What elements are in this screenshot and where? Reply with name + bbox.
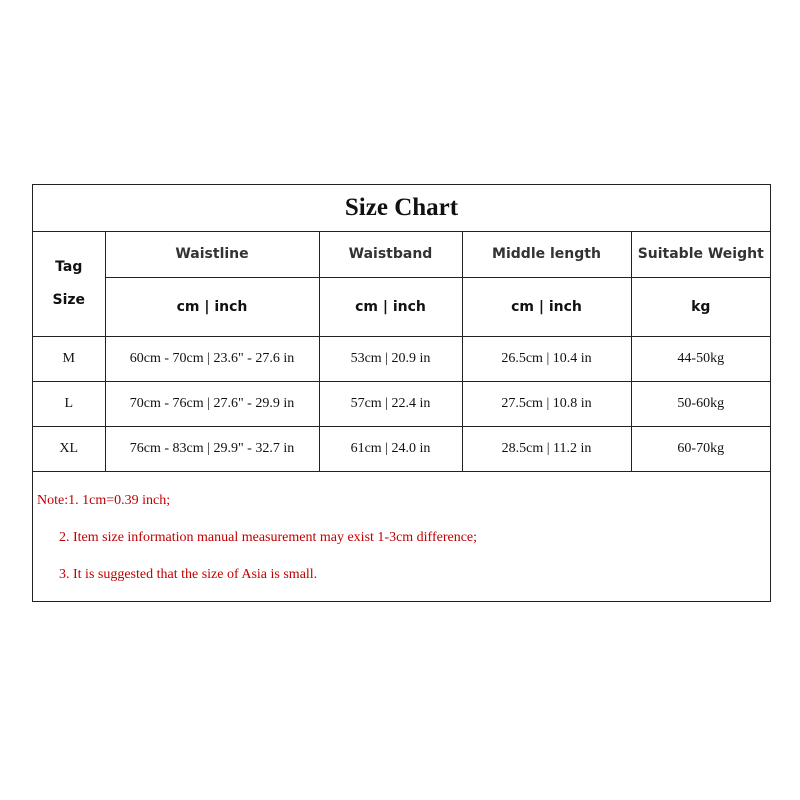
tag-label: Tag (55, 258, 83, 275)
notes-section (33, 475, 770, 601)
table-cell: 28.5cm | 11.2 in (462, 426, 631, 471)
unit-suitable-weight: kg (631, 277, 770, 336)
note-line-2: 2. Item size information manual measurement may exist 1-3cm difference; (59, 530, 478, 545)
size-label: Size (52, 291, 86, 308)
size-chart (32, 184, 771, 602)
column-header-suitable-weight: Suitable Weight (631, 232, 770, 277)
table-cell: 60cm - 70cm | 23.6" - 27.6 in (105, 336, 319, 381)
table-cell: 76cm - 83cm | 29.9" - 32.7 in (105, 426, 319, 471)
table-row (33, 381, 770, 426)
table-row (33, 426, 770, 471)
column-header-waistline: Waistline (105, 232, 319, 277)
table-cell: 60-70kg (631, 426, 770, 471)
table-cell: 27.5cm | 10.8 in (462, 381, 631, 426)
unit-waistline: cm | inch (105, 277, 319, 336)
size-cell: M (33, 336, 105, 381)
tag-size-header (33, 232, 105, 336)
table-cell: 50-60kg (631, 381, 770, 426)
note-line-1: Note:1. 1cm=0.39 inch; (37, 493, 171, 508)
header-row (33, 232, 770, 277)
size-table (33, 232, 770, 472)
note-line-3: 3. It is suggested that the size of Asia is small. (59, 567, 318, 582)
size-cell: L (33, 381, 105, 426)
unit-row (33, 277, 770, 336)
table-row (33, 336, 770, 381)
table-cell: 61cm | 24.0 in (319, 426, 462, 471)
table-cell: 53cm | 20.9 in (319, 336, 462, 381)
table-cell: 57cm | 22.4 in (319, 381, 462, 426)
unit-waistband: cm | inch (319, 277, 462, 336)
size-cell: XL (33, 426, 105, 471)
column-header-waistband: Waistband (319, 232, 462, 277)
table-cell: 70cm - 76cm | 27.6" - 29.9 in (105, 381, 319, 426)
chart-title: Size Chart (33, 185, 770, 232)
column-header-middle-length: Middle length (462, 232, 631, 277)
table-cell: 26.5cm | 10.4 in (462, 336, 631, 381)
table-cell: 44-50kg (631, 336, 770, 381)
unit-middle-length: cm | inch (462, 277, 631, 336)
